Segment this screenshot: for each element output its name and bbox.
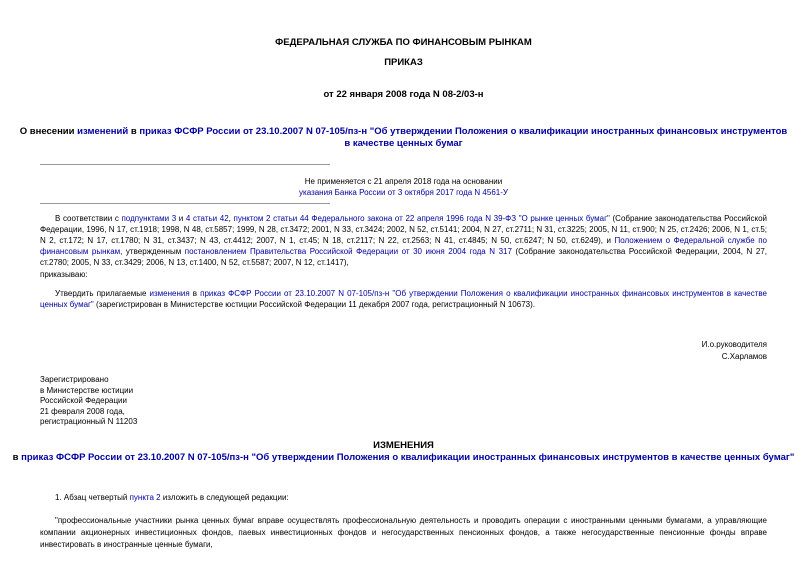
signature-role: И.о.руководителя bbox=[701, 340, 767, 349]
registration-line: в Министерстве юстиции bbox=[40, 385, 134, 395]
item1-text1: 1. Абзац четвертый bbox=[55, 493, 130, 502]
order-word: приказываю: bbox=[40, 270, 88, 279]
paragraph-basis bbox=[40, 213, 767, 268]
agency-name: ФЕДЕРАЛЬНАЯ СЛУЖБА ПО ФИНАНСОВЫМ РЫНКАМ bbox=[275, 37, 532, 48]
divider-bottom bbox=[40, 203, 330, 204]
doc-date-number: от 22 января 2008 года N 08-2/03-н bbox=[323, 89, 484, 100]
item1-text2: изложить в следующей редакции: bbox=[160, 493, 289, 502]
title-prefix: О внесении bbox=[19, 126, 78, 137]
doc-title bbox=[18, 126, 789, 150]
p2-text3: (зарегистрирован в Министерстве юстиции Российской Федерации 11 декабря 2007 года, регистрационный N 10673). bbox=[93, 300, 535, 309]
signature-name: С.Харламов bbox=[721, 352, 767, 361]
p2-link-changes[interactable]: изменения bbox=[149, 289, 190, 298]
changes-sub-prefix: в bbox=[12, 452, 22, 463]
p2-link-order[interactable]: приказ ФСФР России от 23.10.2007 N 07-105/пз-н "Об утверждении Положения о квалификации иностранных финансовых инструментов в качестве ценных бумаг" bbox=[40, 289, 767, 309]
item-1 bbox=[55, 492, 289, 503]
changes-subtitle bbox=[0, 452, 807, 463]
paragraph-approve bbox=[40, 288, 767, 310]
registration-line: 21 февраля 2008 года, bbox=[40, 406, 125, 416]
divider-top bbox=[40, 164, 330, 165]
p2-text2: в bbox=[189, 289, 201, 298]
item1-link-clause2[interactable]: пункта 2 bbox=[129, 493, 161, 502]
p1-text5: , утвержденным bbox=[120, 247, 185, 256]
registration-block bbox=[40, 375, 137, 428]
p1-text2: и bbox=[176, 214, 186, 223]
p1-text4: (Собрание законодательства Российской Федерации, 1996, N 17, ст.1918; 1998, N 48, ст.5857; 1999, N 28, ст.3472; 2001, N 33, ст.3424; 2002, N 52, ст.5141; 2004, N 27, ст.2711; N 31, ст.3225; 2005, N 11, ст.900; N 25, ст.2426; 2006, N 1, ст.5; N 2, ст.172; N 17, ст.1780; N 31, ст.3437; N 43, ст.4412; 2007, N 1, ст.45; N 18, ст.2117; N 22, ст.2563; N 41, ст.4845; N 50, ст.6247; N 50, ст.6249), и bbox=[40, 214, 767, 245]
p1-link-federal-law[interactable]: пунктом 2 статьи 44 Федерального закона от 22 апреля 1996 года N 39-ФЗ "О рынке ценных бумаг" bbox=[233, 214, 610, 223]
p1-link-subparagraphs[interactable]: подпунктами 3 bbox=[121, 214, 177, 223]
p1-text1: В соответствии с bbox=[55, 214, 122, 223]
changes-heading: ИЗМЕНЕНИЯ bbox=[373, 440, 434, 451]
quote-paragraph: "профессиональные участники рынка ценных бумаг вправе осуществлять профессиональную деятельность и проводить операции с иностранными ценными бумагами, а управляющие компании акционерных инвестиционных фондов, паевых инвестиционных фондов и негосударственных пенсионных фондов, а также негосударственные пенсионные фонды вправе инвестировать в иностранные ценные бумаги, bbox=[40, 516, 767, 549]
title-link-changes[interactable]: изменений bbox=[77, 126, 129, 137]
p1-link-article42[interactable]: 4 статьи 42 bbox=[185, 214, 229, 223]
p1-link-resolution[interactable]: постановлением Правительства Российской Федерации от 30 июня 2004 года N 317 bbox=[184, 247, 512, 256]
doc-type: ПРИКАЗ bbox=[384, 57, 423, 68]
p2-text1: Утвердить прилагаемые bbox=[55, 289, 150, 298]
registration-line: регистрационный N 11203 bbox=[40, 417, 138, 427]
notice-line1: Не применяется с 21 апреля 2018 года на основании bbox=[304, 177, 503, 186]
title-link-order[interactable]: приказ ФСФР России от 23.10.2007 N 07-105/пз-н "Об утверждении Положения о квалификации иностранных финансовых инструментов в качестве ценных бумаг bbox=[139, 126, 788, 149]
p1-text6: (Собрание законодательства Российской Федерации, 2004, N 27, ст.2780; 2005, N 33, ст.3429; 2006, N 13, ст.1400, N 52, ст.5587; 2007, N 12, ст.1417), bbox=[40, 247, 767, 267]
title-mid: в bbox=[128, 126, 140, 137]
notice-link[interactable]: указания Банка России от 3 октября 2017 года N 4561-У bbox=[299, 188, 508, 197]
p1-text3: , bbox=[228, 214, 234, 223]
registration-line: Зарегистрировано bbox=[40, 375, 109, 384]
changes-sub-link[interactable]: приказ ФСФР России от 23.10.2007 N 07-105/пз-н "Об утверждении Положения о квалификации иностранных финансовых инструментов в качестве ценных бумаг" bbox=[21, 452, 795, 463]
registration-line: Российской Федерации bbox=[40, 396, 127, 406]
p1-link-regulation[interactable]: Положением о Федеральной службе по финансовым рынкам bbox=[40, 236, 767, 256]
